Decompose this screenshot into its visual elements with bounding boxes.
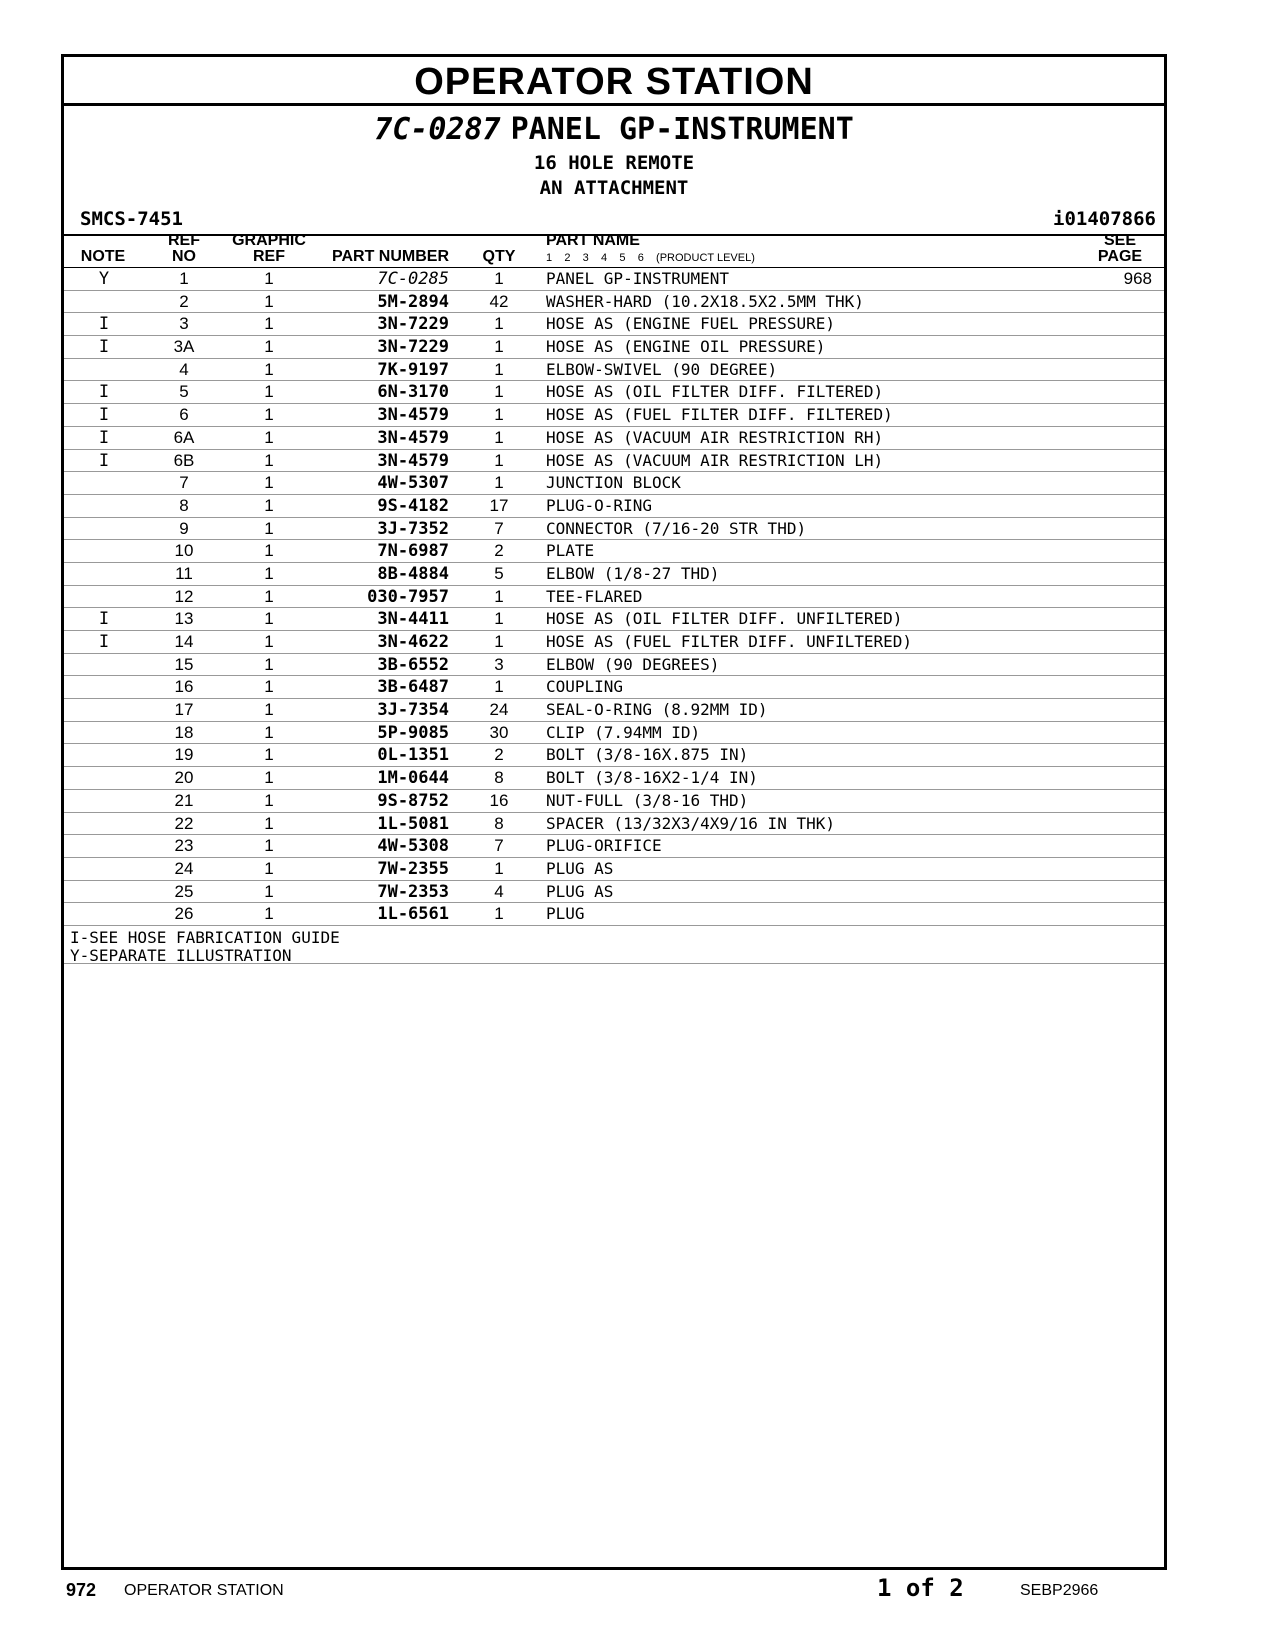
part-number-cell: 9S-8752 <box>377 790 449 811</box>
graphic-ref-cell: 1 <box>264 427 274 447</box>
ref-no-cell: 10 <box>174 541 194 561</box>
part-number-cell: 3J-7354 <box>377 700 449 721</box>
part-name-cell: BOLT (3/8-16X2-1/4 IN) <box>546 768 758 788</box>
part-number-cell: 3N-4579 <box>377 405 449 426</box>
table-row <box>64 903 1164 926</box>
graphic-ref-cell: 1 <box>264 677 274 697</box>
part-number-cell: 3N-4579 <box>377 427 449 448</box>
graphic-ref-cell: 1 <box>264 382 274 402</box>
ref-no-cell: 6B <box>173 450 195 470</box>
table-row <box>64 699 1164 722</box>
illustration-id: i01407866 <box>1053 208 1156 230</box>
ref-no-cell: 22 <box>174 813 194 833</box>
group-name: PANEL GP-INSTRUMENT <box>510 112 854 147</box>
qty-cell: 1 <box>494 858 504 878</box>
ref-no-cell: 24 <box>174 858 194 878</box>
table-row <box>64 790 1164 813</box>
part-number-cell: 030-7957 <box>367 586 449 607</box>
graphic-ref-cell: 1 <box>264 813 274 833</box>
qty-cell: 1 <box>494 632 504 651</box>
qty-cell: 24 <box>489 700 509 720</box>
ref-no-cell: 18 <box>174 722 194 742</box>
qty-cell: 5 <box>494 563 504 583</box>
ref-no-cell: 3 <box>179 314 189 334</box>
graphic-ref-cell: 1 <box>264 881 274 901</box>
part-name-cell: HOSE AS (ENGINE OIL PRESSURE) <box>546 337 826 357</box>
table-row <box>64 472 1164 495</box>
part-name-cell: HOSE AS (FUEL FILTER DIFF. UNFILTERED) <box>546 632 913 651</box>
ref-no-cell: 16 <box>174 677 194 697</box>
part-number-cell: 7N-6987 <box>377 541 449 562</box>
part-number-cell: 5P-9085 <box>377 722 449 743</box>
parts-table <box>64 268 1164 964</box>
graphic-ref-cell: 1 <box>264 269 274 288</box>
group-title <box>64 112 1164 148</box>
graphic-ref-cell: 1 <box>264 768 274 788</box>
part-number-cell: 1L-6561 <box>377 904 449 925</box>
part-name-cell: NUT-FULL (3/8-16 THD) <box>546 790 749 810</box>
qty-cell: 2 <box>494 745 504 765</box>
table-row <box>64 518 1164 541</box>
col-graphic-1: GRAPHIC <box>232 232 306 249</box>
qty-cell: 42 <box>489 291 509 311</box>
graphic-ref-cell: 1 <box>264 790 274 810</box>
col-qty: QTY <box>482 248 516 265</box>
graphic-ref-cell: 1 <box>264 836 274 856</box>
part-name-cell: BOLT (3/8-16X.875 IN) <box>546 745 749 765</box>
part-name-cell: WASHER-HARD (10.2X18.5X2.5MM THK) <box>546 291 864 311</box>
table-row <box>64 268 1164 291</box>
table-row <box>64 676 1164 699</box>
page-of: 1 of 2 <box>877 1574 964 1602</box>
part-number-cell: 8B-4884 <box>377 563 449 584</box>
graphic-ref-cell: 1 <box>264 609 274 629</box>
part-name-cell: HOSE AS (VACUUM AIR RESTRICTION LH) <box>546 450 884 470</box>
table-row <box>64 586 1164 609</box>
footer-section: OPERATOR STATION <box>124 1582 284 1599</box>
part-name-cell: PLUG-O-RING <box>546 495 652 515</box>
group-part-number: 7C-0287 <box>374 112 501 147</box>
note-i: I-SEE HOSE FABRICATION GUIDE <box>70 927 340 947</box>
ref-no-cell: 19 <box>174 745 194 765</box>
qty-cell: 1 <box>494 677 504 697</box>
qty-cell: 2 <box>494 541 504 561</box>
part-name-cell: HOSE AS (ENGINE FUEL PRESSURE) <box>546 314 835 334</box>
table-row <box>64 722 1164 745</box>
ref-no-cell: 23 <box>174 836 194 856</box>
table-row <box>64 631 1164 654</box>
note-cell: I <box>98 609 110 630</box>
graphic-ref-cell: 1 <box>264 632 274 651</box>
part-name-cell: SEAL-O-RING (8.92MM ID) <box>546 700 768 720</box>
part-number-cell: 3N-4579 <box>377 450 449 471</box>
parts-list-frame <box>61 54 1167 1570</box>
qty-cell: 1 <box>494 427 504 447</box>
graphic-ref-cell: 1 <box>264 722 274 742</box>
qty-cell: 1 <box>494 337 504 357</box>
part-name-cell: PANEL GP-INSTRUMENT <box>546 269 730 288</box>
table-row <box>64 813 1164 836</box>
qty-cell: 3 <box>494 654 504 674</box>
col-part-name: PART NAME <box>546 232 640 249</box>
qty-cell: 1 <box>494 473 504 493</box>
ref-no-cell: 2 <box>179 291 189 311</box>
part-number-cell: 7W-2355 <box>377 858 449 879</box>
qty-cell: 16 <box>489 790 509 810</box>
table-row <box>64 835 1164 858</box>
col-part-number: PART NUMBER <box>331 248 449 265</box>
graphic-ref-cell: 1 <box>264 586 274 606</box>
part-name-cell: HOSE AS (OIL FILTER DIFF. UNFILTERED) <box>546 609 903 629</box>
table-row <box>64 744 1164 767</box>
part-number-cell: 4W-5307 <box>377 473 449 494</box>
part-name-cell: ELBOW (90 DEGREES) <box>546 654 720 674</box>
part-name-cell: HOSE AS (FUEL FILTER DIFF. FILTERED) <box>546 405 893 425</box>
col-ref-2: NO <box>172 248 196 265</box>
group-subtitle-2: AN ATTACHMENT <box>539 177 689 199</box>
part-number-cell: 3N-4622 <box>377 632 449 652</box>
graphic-ref-cell: 1 <box>264 858 274 878</box>
group-subtitle-1: 16 HOLE REMOTE <box>533 152 695 174</box>
ref-no-cell: 1 <box>179 269 189 288</box>
table-row <box>64 563 1164 586</box>
table-row <box>64 404 1164 427</box>
part-number-cell: 3B-6487 <box>377 677 449 698</box>
part-name-cell: ELBOW-SWIVEL (90 DEGREE) <box>546 359 778 379</box>
note-cell: I <box>98 450 110 471</box>
part-name-cell: CONNECTOR (7/16-20 STR THD) <box>546 518 807 538</box>
graphic-ref-cell: 1 <box>264 541 274 561</box>
smcs-code: SMCS-7451 <box>80 208 183 230</box>
table-row <box>64 495 1164 518</box>
table-row <box>64 450 1164 473</box>
graphic-ref-cell: 1 <box>264 405 274 425</box>
ref-no-cell: 12 <box>174 586 194 606</box>
table-row <box>64 881 1164 904</box>
part-name-cell: CLIP (7.94MM ID) <box>546 722 701 742</box>
part-name-cell: HOSE AS (OIL FILTER DIFF. FILTERED) <box>546 382 884 402</box>
legend-notes <box>64 926 1164 964</box>
part-number-cell: 5M-2894 <box>377 291 449 312</box>
qty-cell: 17 <box>489 495 509 515</box>
note-y: Y-SEPARATE ILLUSTRATION <box>70 945 292 965</box>
table-row <box>64 336 1164 359</box>
table-row <box>64 767 1164 790</box>
page-number: 972 <box>66 1580 97 1600</box>
part-number-cell: 0L-1351 <box>377 745 449 766</box>
table-row <box>64 540 1164 563</box>
part-name-cell: TEE-FLARED <box>546 586 643 606</box>
part-number-cell: 6N-3170 <box>377 382 449 403</box>
table-row <box>64 654 1164 677</box>
col-note: NOTE <box>80 248 126 265</box>
table-row <box>64 608 1164 631</box>
note-cell: Y <box>98 269 110 289</box>
qty-cell: 8 <box>494 768 504 788</box>
qty-cell: 7 <box>494 518 504 538</box>
qty-cell: 1 <box>494 359 504 379</box>
col-ref-1: REF <box>168 232 200 249</box>
part-number-cell: 4W-5308 <box>377 836 449 857</box>
graphic-ref-cell: 1 <box>264 473 274 493</box>
ref-no-cell: 15 <box>174 654 194 674</box>
part-number-cell: 7C-0285 <box>377 269 449 289</box>
part-name-cell: COUPLING <box>546 677 624 697</box>
table-row <box>64 381 1164 404</box>
note-cell: I <box>98 337 110 358</box>
graphic-ref-cell: 1 <box>264 563 274 583</box>
ref-no-cell: 26 <box>174 904 194 924</box>
graphic-ref-cell: 1 <box>264 314 274 334</box>
graphic-ref-cell: 1 <box>264 291 274 311</box>
part-number-cell: 7K-9197 <box>377 359 449 380</box>
table-row <box>64 313 1164 336</box>
qty-cell: 1 <box>494 314 504 334</box>
part-number-cell: 3N-7229 <box>377 337 449 358</box>
graphic-ref-cell: 1 <box>264 700 274 720</box>
qty-cell: 1 <box>494 609 504 629</box>
part-number-cell: 1M-0644 <box>377 768 449 789</box>
graphic-ref-cell: 1 <box>264 359 274 379</box>
note-cell: I <box>98 382 110 403</box>
part-name-cell: HOSE AS (VACUUM AIR RESTRICTION RH) <box>546 427 884 447</box>
product-levels: 1 2 3 4 5 6 (PRODUCT LEVEL) <box>546 252 755 264</box>
qty-cell: 1 <box>494 586 504 606</box>
part-number-cell: 3N-4411 <box>377 609 449 630</box>
section-title: OPERATOR STATION <box>64 57 1164 106</box>
qty-cell: 8 <box>494 813 504 833</box>
ref-no-cell: 17 <box>174 700 194 720</box>
part-name-cell: PLUG AS <box>546 881 614 901</box>
table-row <box>64 291 1164 314</box>
part-name-cell: SPACER (13/32X3/4X9/16 IN THK) <box>546 813 835 833</box>
table-row <box>64 427 1164 450</box>
note-cell: I <box>98 314 110 335</box>
graphic-ref-cell: 1 <box>264 495 274 515</box>
part-number-cell: 9S-4182 <box>377 495 449 516</box>
ref-no-cell: 6 <box>179 405 189 425</box>
part-name-cell: ELBOW (1/8-27 THD) <box>546 563 720 583</box>
col-graphic-2: REF <box>253 248 285 265</box>
qty-cell: 1 <box>494 269 504 288</box>
col-see-1: SEE <box>1103 232 1136 249</box>
part-number-cell: 3B-6552 <box>377 654 449 675</box>
ref-no-cell: 8 <box>179 495 189 515</box>
qty-cell: 7 <box>494 836 504 856</box>
graphic-ref-cell: 1 <box>264 450 274 470</box>
qty-cell: 1 <box>494 450 504 470</box>
qty-cell: 1 <box>494 904 504 924</box>
ref-no-cell: 21 <box>174 790 194 810</box>
graphic-ref-cell: 1 <box>264 518 274 538</box>
qty-cell: 4 <box>494 881 504 901</box>
part-name-cell: PLUG AS <box>546 858 614 878</box>
graphic-ref-cell: 1 <box>264 745 274 765</box>
part-name-cell: PLATE <box>546 541 595 561</box>
part-name-cell: JUNCTION BLOCK <box>546 473 681 493</box>
graphic-ref-cell: 1 <box>264 337 274 357</box>
ref-no-cell: 20 <box>174 768 194 788</box>
ref-no-cell: 7 <box>179 473 189 493</box>
ref-no-cell: 6A <box>173 427 195 447</box>
qty-cell: 30 <box>489 722 509 742</box>
col-see-2: PAGE <box>1097 248 1143 265</box>
note-cell: I <box>98 405 110 426</box>
ref-no-cell: 4 <box>179 359 189 379</box>
ref-no-cell: 5 <box>179 382 189 402</box>
ref-no-cell: 14 <box>174 632 194 651</box>
part-number-cell: 1L-5081 <box>377 813 449 834</box>
note-cell: I <box>98 427 110 448</box>
ref-no-cell: 11 <box>175 563 193 583</box>
table-row <box>64 858 1164 881</box>
ref-no-cell: 25 <box>174 881 194 901</box>
table-row <box>64 359 1164 382</box>
page-footer <box>0 1574 1275 1614</box>
document-number: SEBP2966 <box>1020 1582 1099 1599</box>
qty-cell: 1 <box>494 405 504 425</box>
part-number-cell: 3N-7229 <box>377 314 449 335</box>
ref-no-cell: 9 <box>179 518 189 538</box>
part-name-cell: PLUG <box>546 904 585 924</box>
ref-no-cell: 13 <box>174 609 194 629</box>
ref-no-cell: 3A <box>173 337 195 357</box>
graphic-ref-cell: 1 <box>264 904 274 924</box>
see-page-cell: 968 <box>1123 269 1152 288</box>
part-number-cell: 7W-2353 <box>377 881 449 902</box>
note-cell: I <box>98 632 110 652</box>
part-name-cell: PLUG-ORIFICE <box>546 836 662 856</box>
graphic-ref-cell: 1 <box>264 654 274 674</box>
part-number-cell: 3J-7352 <box>377 518 449 539</box>
qty-cell: 1 <box>494 382 504 402</box>
